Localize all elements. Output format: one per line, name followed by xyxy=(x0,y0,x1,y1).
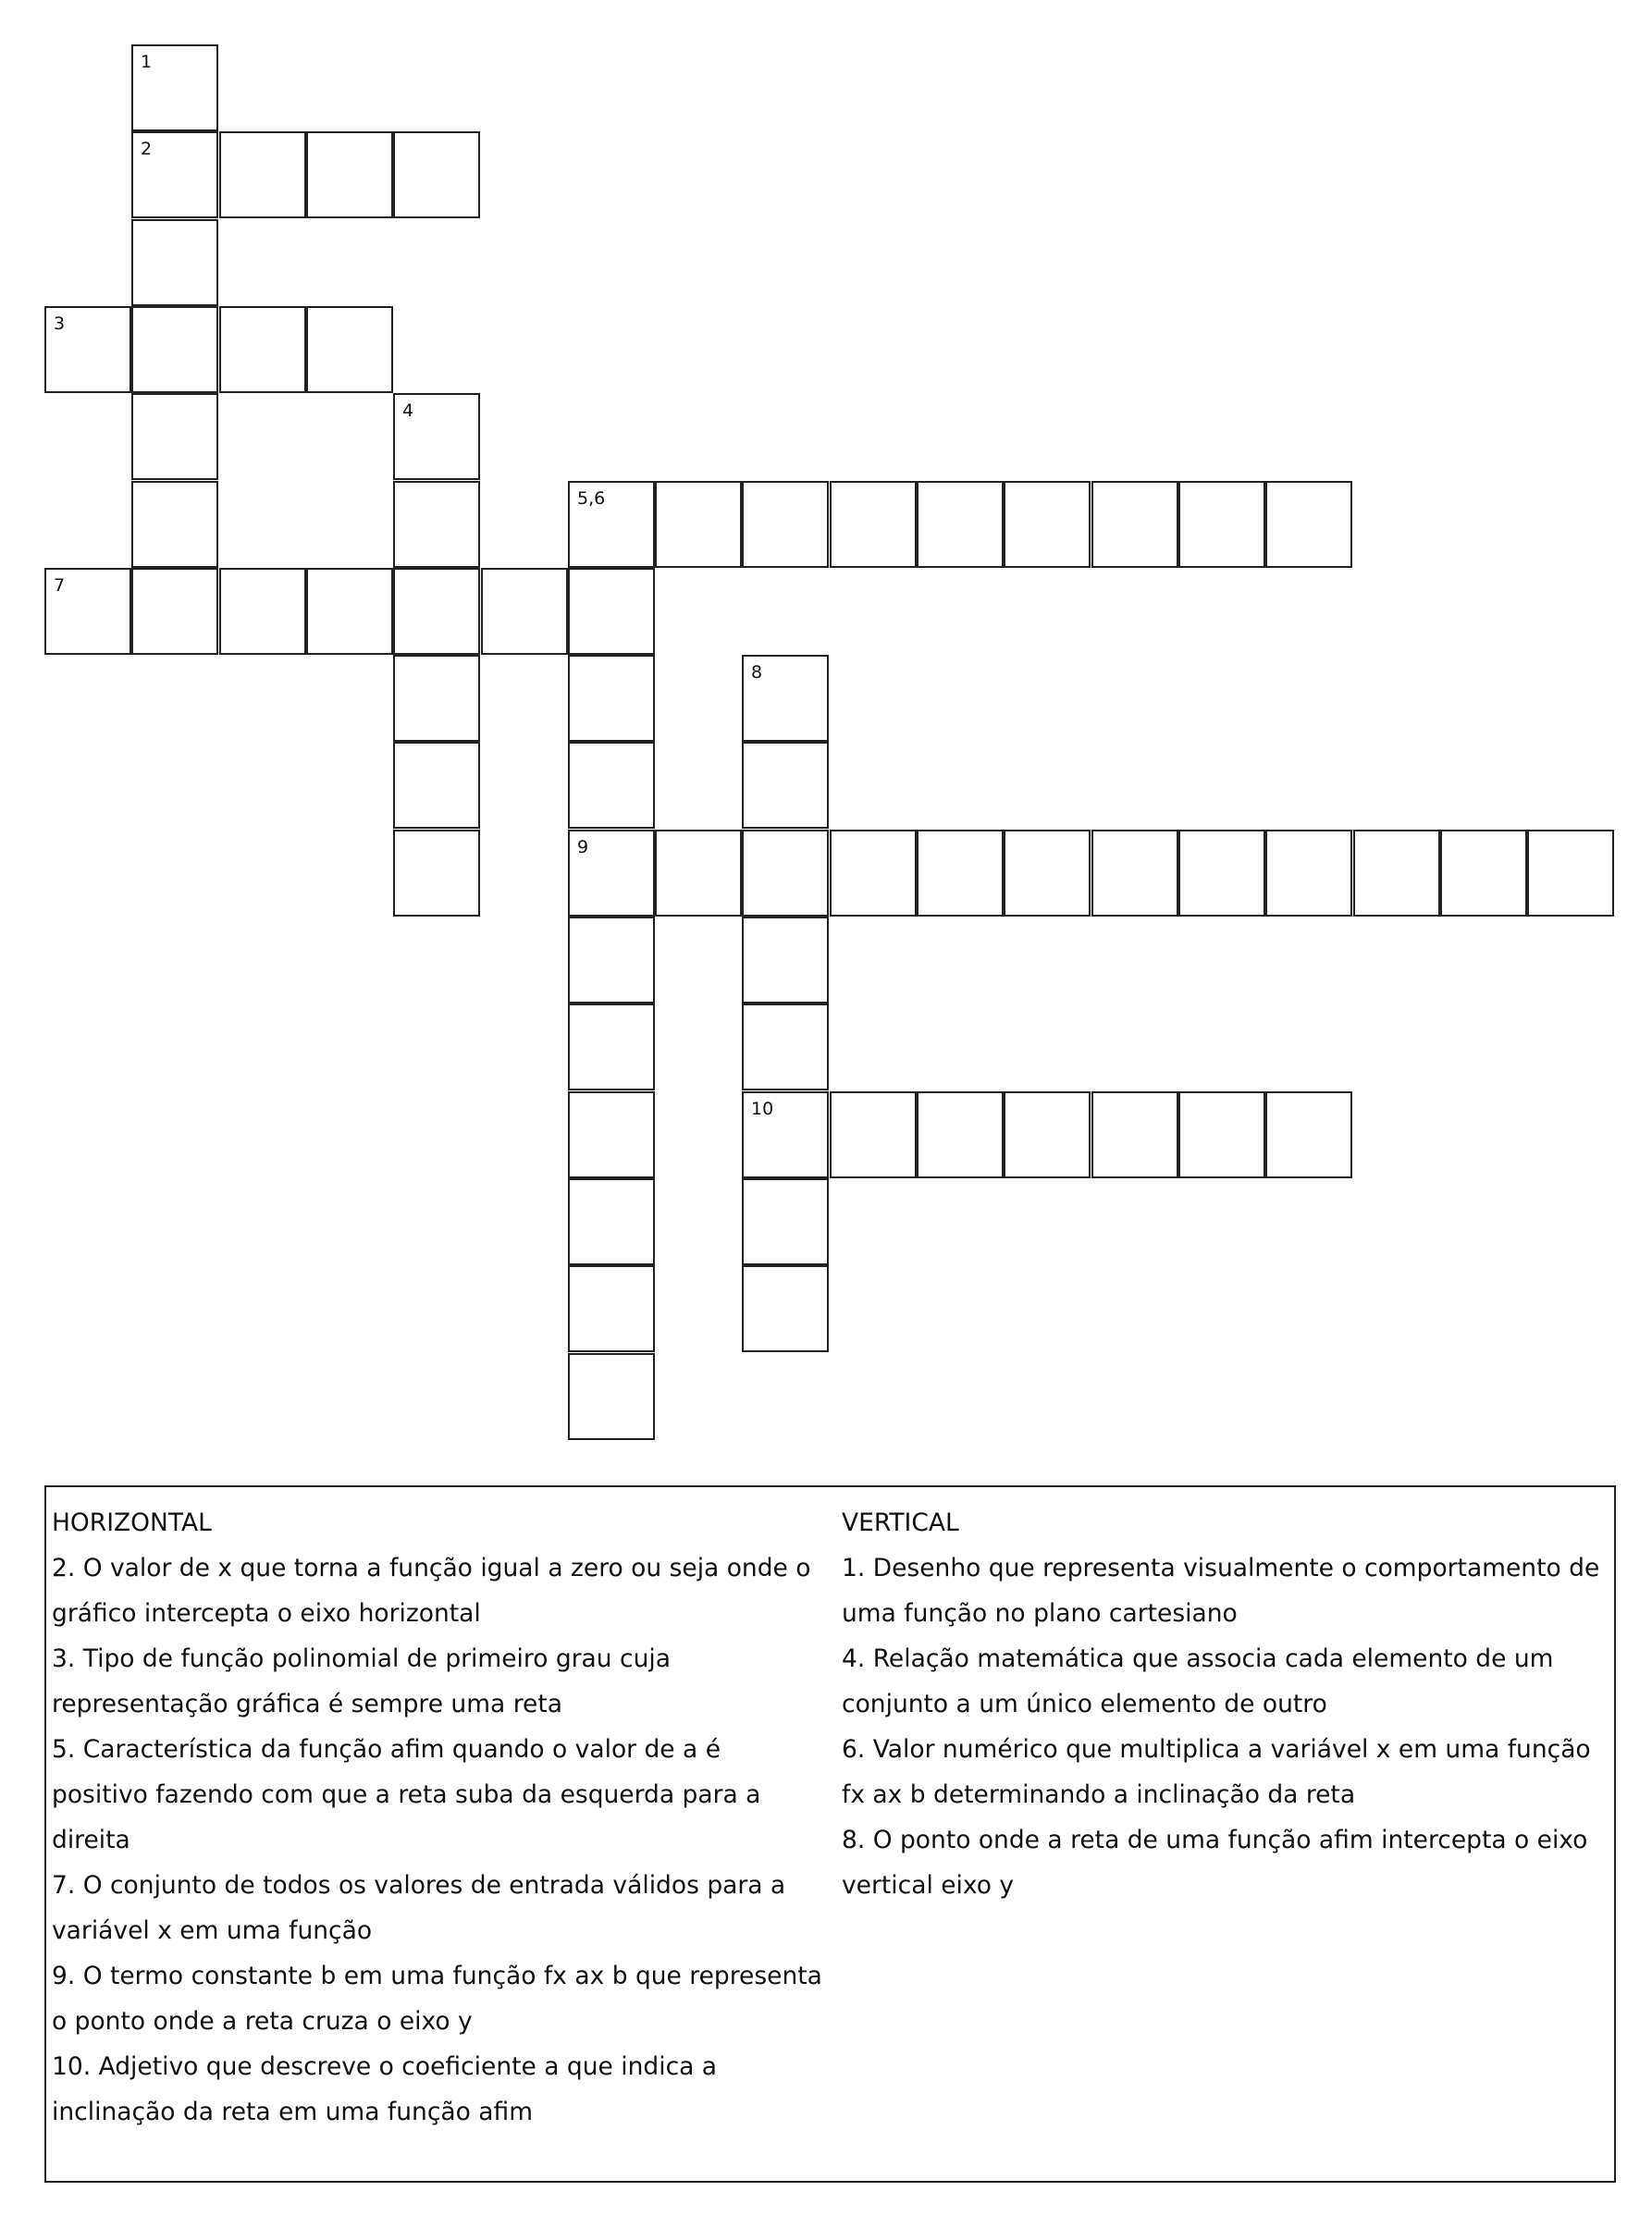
crossword-cell[interactable] xyxy=(568,655,655,742)
horizontal-clues xyxy=(52,1500,838,2135)
crossword-cell[interactable] xyxy=(830,1091,917,1178)
cell-number: 9 xyxy=(577,837,589,857)
crossword-cell[interactable] xyxy=(742,481,829,568)
crossword-cell[interactable] xyxy=(1440,830,1527,917)
clue-4-line-2: conjunto a um único elemento de outro xyxy=(842,1690,1327,1718)
crossword-cell[interactable] xyxy=(393,742,480,829)
clue-9-line-1: 9. O termo constante b em uma função fx ax b que representa xyxy=(52,1962,822,1990)
crossword-cell[interactable] xyxy=(44,306,131,393)
cell-number: 7 xyxy=(54,575,66,596)
cell-number: 10 xyxy=(751,1099,774,1119)
crossword-cell[interactable] xyxy=(1265,830,1352,917)
cell-number: 4 xyxy=(402,400,414,421)
clue-7-line-2: variável x em uma função xyxy=(52,1916,373,1945)
crossword-cell[interactable] xyxy=(568,481,655,568)
crossword-cell[interactable] xyxy=(830,481,917,568)
clue-7-line-1: 7. O conjunto de todos os valores de entrada válidos para a xyxy=(52,1871,786,1900)
crossword-cell[interactable] xyxy=(1091,1091,1178,1178)
crossword-cell[interactable] xyxy=(393,131,480,218)
crossword-cell[interactable] xyxy=(1091,830,1178,917)
crossword-cell[interactable] xyxy=(1178,481,1265,568)
clue-5-line-3: direita xyxy=(52,1826,130,1854)
crossword-cell[interactable] xyxy=(306,306,393,393)
crossword-cell[interactable] xyxy=(1265,1091,1352,1178)
clue-6-line-1: 6. Valor numérico que multiplica a variável x em uma função xyxy=(842,1735,1591,1764)
crossword-cell[interactable] xyxy=(568,1178,655,1265)
crossword-cell[interactable] xyxy=(568,830,655,917)
crossword-cell[interactable] xyxy=(393,568,480,655)
crossword-cell[interactable] xyxy=(1004,830,1091,917)
crossword-cell[interactable] xyxy=(219,306,306,393)
horizontal-heading: HORIZONTAL xyxy=(52,1508,212,1537)
crossword-cell[interactable] xyxy=(742,830,829,917)
crossword-cell[interactable] xyxy=(655,481,742,568)
clue-2-line-2: gráfico intercepta o eixo horizontal xyxy=(52,1599,481,1628)
crossword-cell[interactable] xyxy=(131,393,218,480)
cell-number: 1 xyxy=(141,52,153,72)
crossword-cell[interactable] xyxy=(568,1265,655,1352)
crossword-cell[interactable] xyxy=(306,131,393,218)
clue-1-line-1: 1. Desenho que representa visualmente o comportamento de xyxy=(842,1554,1600,1582)
crossword-cell[interactable] xyxy=(131,481,218,568)
crossword-cell[interactable] xyxy=(1004,1091,1091,1178)
crossword-cell[interactable] xyxy=(131,131,218,218)
clue-6-line-2: fx ax b determinando a inclinação da reta xyxy=(842,1780,1356,1809)
crossword-cell[interactable] xyxy=(1527,830,1614,917)
clue-2-line-1: 2. O valor de x que torna a função igual a zero ou seja onde o xyxy=(52,1554,811,1582)
crossword-cell[interactable] xyxy=(568,1003,655,1090)
crossword-cell[interactable] xyxy=(393,393,480,480)
clue-10-line-1: 10. Adjetivo que descreve o coeficiente a que indica a xyxy=(52,2052,718,2081)
cell-number: 3 xyxy=(54,314,66,334)
crossword-cell[interactable] xyxy=(742,742,829,829)
clue-5-line-1: 5. Característica da função afim quando o valor de a é xyxy=(52,1735,721,1764)
crossword-cell[interactable] xyxy=(393,481,480,568)
clue-10-line-2: inclinação da reta em uma função afim xyxy=(52,2098,534,2126)
crossword-cell[interactable] xyxy=(1178,830,1265,917)
crossword-cell[interactable] xyxy=(568,742,655,829)
crossword-cell[interactable] xyxy=(1004,481,1091,568)
crossword-cell[interactable] xyxy=(568,917,655,1003)
cell-number: 5,6 xyxy=(577,488,606,509)
crossword-cell[interactable] xyxy=(1265,481,1352,568)
clue-4-line-1: 4. Relação matemática que associa cada elemento de um xyxy=(842,1644,1554,1673)
cell-number: 8 xyxy=(751,662,763,683)
crossword-cell[interactable] xyxy=(742,1003,829,1090)
crossword-cell[interactable] xyxy=(655,830,742,917)
crossword-cell[interactable] xyxy=(131,306,218,393)
crossword-cell[interactable] xyxy=(917,481,1004,568)
crossword-cell[interactable] xyxy=(306,568,393,655)
crossword-cell[interactable] xyxy=(1353,830,1440,917)
crossword-cell[interactable] xyxy=(219,568,306,655)
crossword-cell[interactable] xyxy=(742,1265,829,1352)
crossword-cell[interactable] xyxy=(219,131,306,218)
vertical-heading: VERTICAL xyxy=(842,1508,959,1537)
crossword-cell[interactable] xyxy=(131,219,218,306)
crossword-cell[interactable] xyxy=(742,1178,829,1265)
clue-3-line-2: representação gráfica é sempre uma reta xyxy=(52,1690,562,1718)
crossword-cell[interactable] xyxy=(917,830,1004,917)
clue-3-line-1: 3. Tipo de função polinomial de primeiro grau cuja xyxy=(52,1644,671,1673)
crossword-cell[interactable] xyxy=(742,1091,829,1178)
clue-8-line-1: 8. O ponto onde a reta de uma função afim intercepta o eixo xyxy=(842,1826,1588,1854)
crossword-cell[interactable] xyxy=(568,1353,655,1440)
crossword-cell[interactable] xyxy=(917,1091,1004,1178)
crossword-cell[interactable] xyxy=(830,830,917,917)
crossword-cell[interactable] xyxy=(568,1091,655,1178)
clue-8-line-2: vertical eixo y xyxy=(842,1871,1015,1900)
cell-number: 2 xyxy=(141,139,153,159)
crossword-cell[interactable] xyxy=(393,655,480,742)
crossword-cell[interactable] xyxy=(742,917,829,1003)
crossword-cell[interactable] xyxy=(1178,1091,1265,1178)
clues-box xyxy=(44,1485,1616,2183)
crossword-cell[interactable] xyxy=(742,655,829,742)
clue-5-line-2: positivo fazendo com que a reta suba da esquerda para a xyxy=(52,1780,761,1809)
crossword-cell[interactable] xyxy=(568,568,655,655)
crossword-cell[interactable] xyxy=(393,830,480,917)
clue-9-line-2: o ponto onde a reta cruza o eixo y xyxy=(52,2007,473,2036)
vertical-clues xyxy=(842,1500,1609,1908)
crossword-cell[interactable] xyxy=(1091,481,1178,568)
crossword-cell[interactable] xyxy=(481,568,568,655)
crossword-cell[interactable] xyxy=(131,44,218,131)
crossword-cell[interactable] xyxy=(44,568,131,655)
crossword-cell[interactable] xyxy=(131,568,218,655)
clue-1-line-2: uma função no plano cartesiano xyxy=(842,1599,1238,1628)
